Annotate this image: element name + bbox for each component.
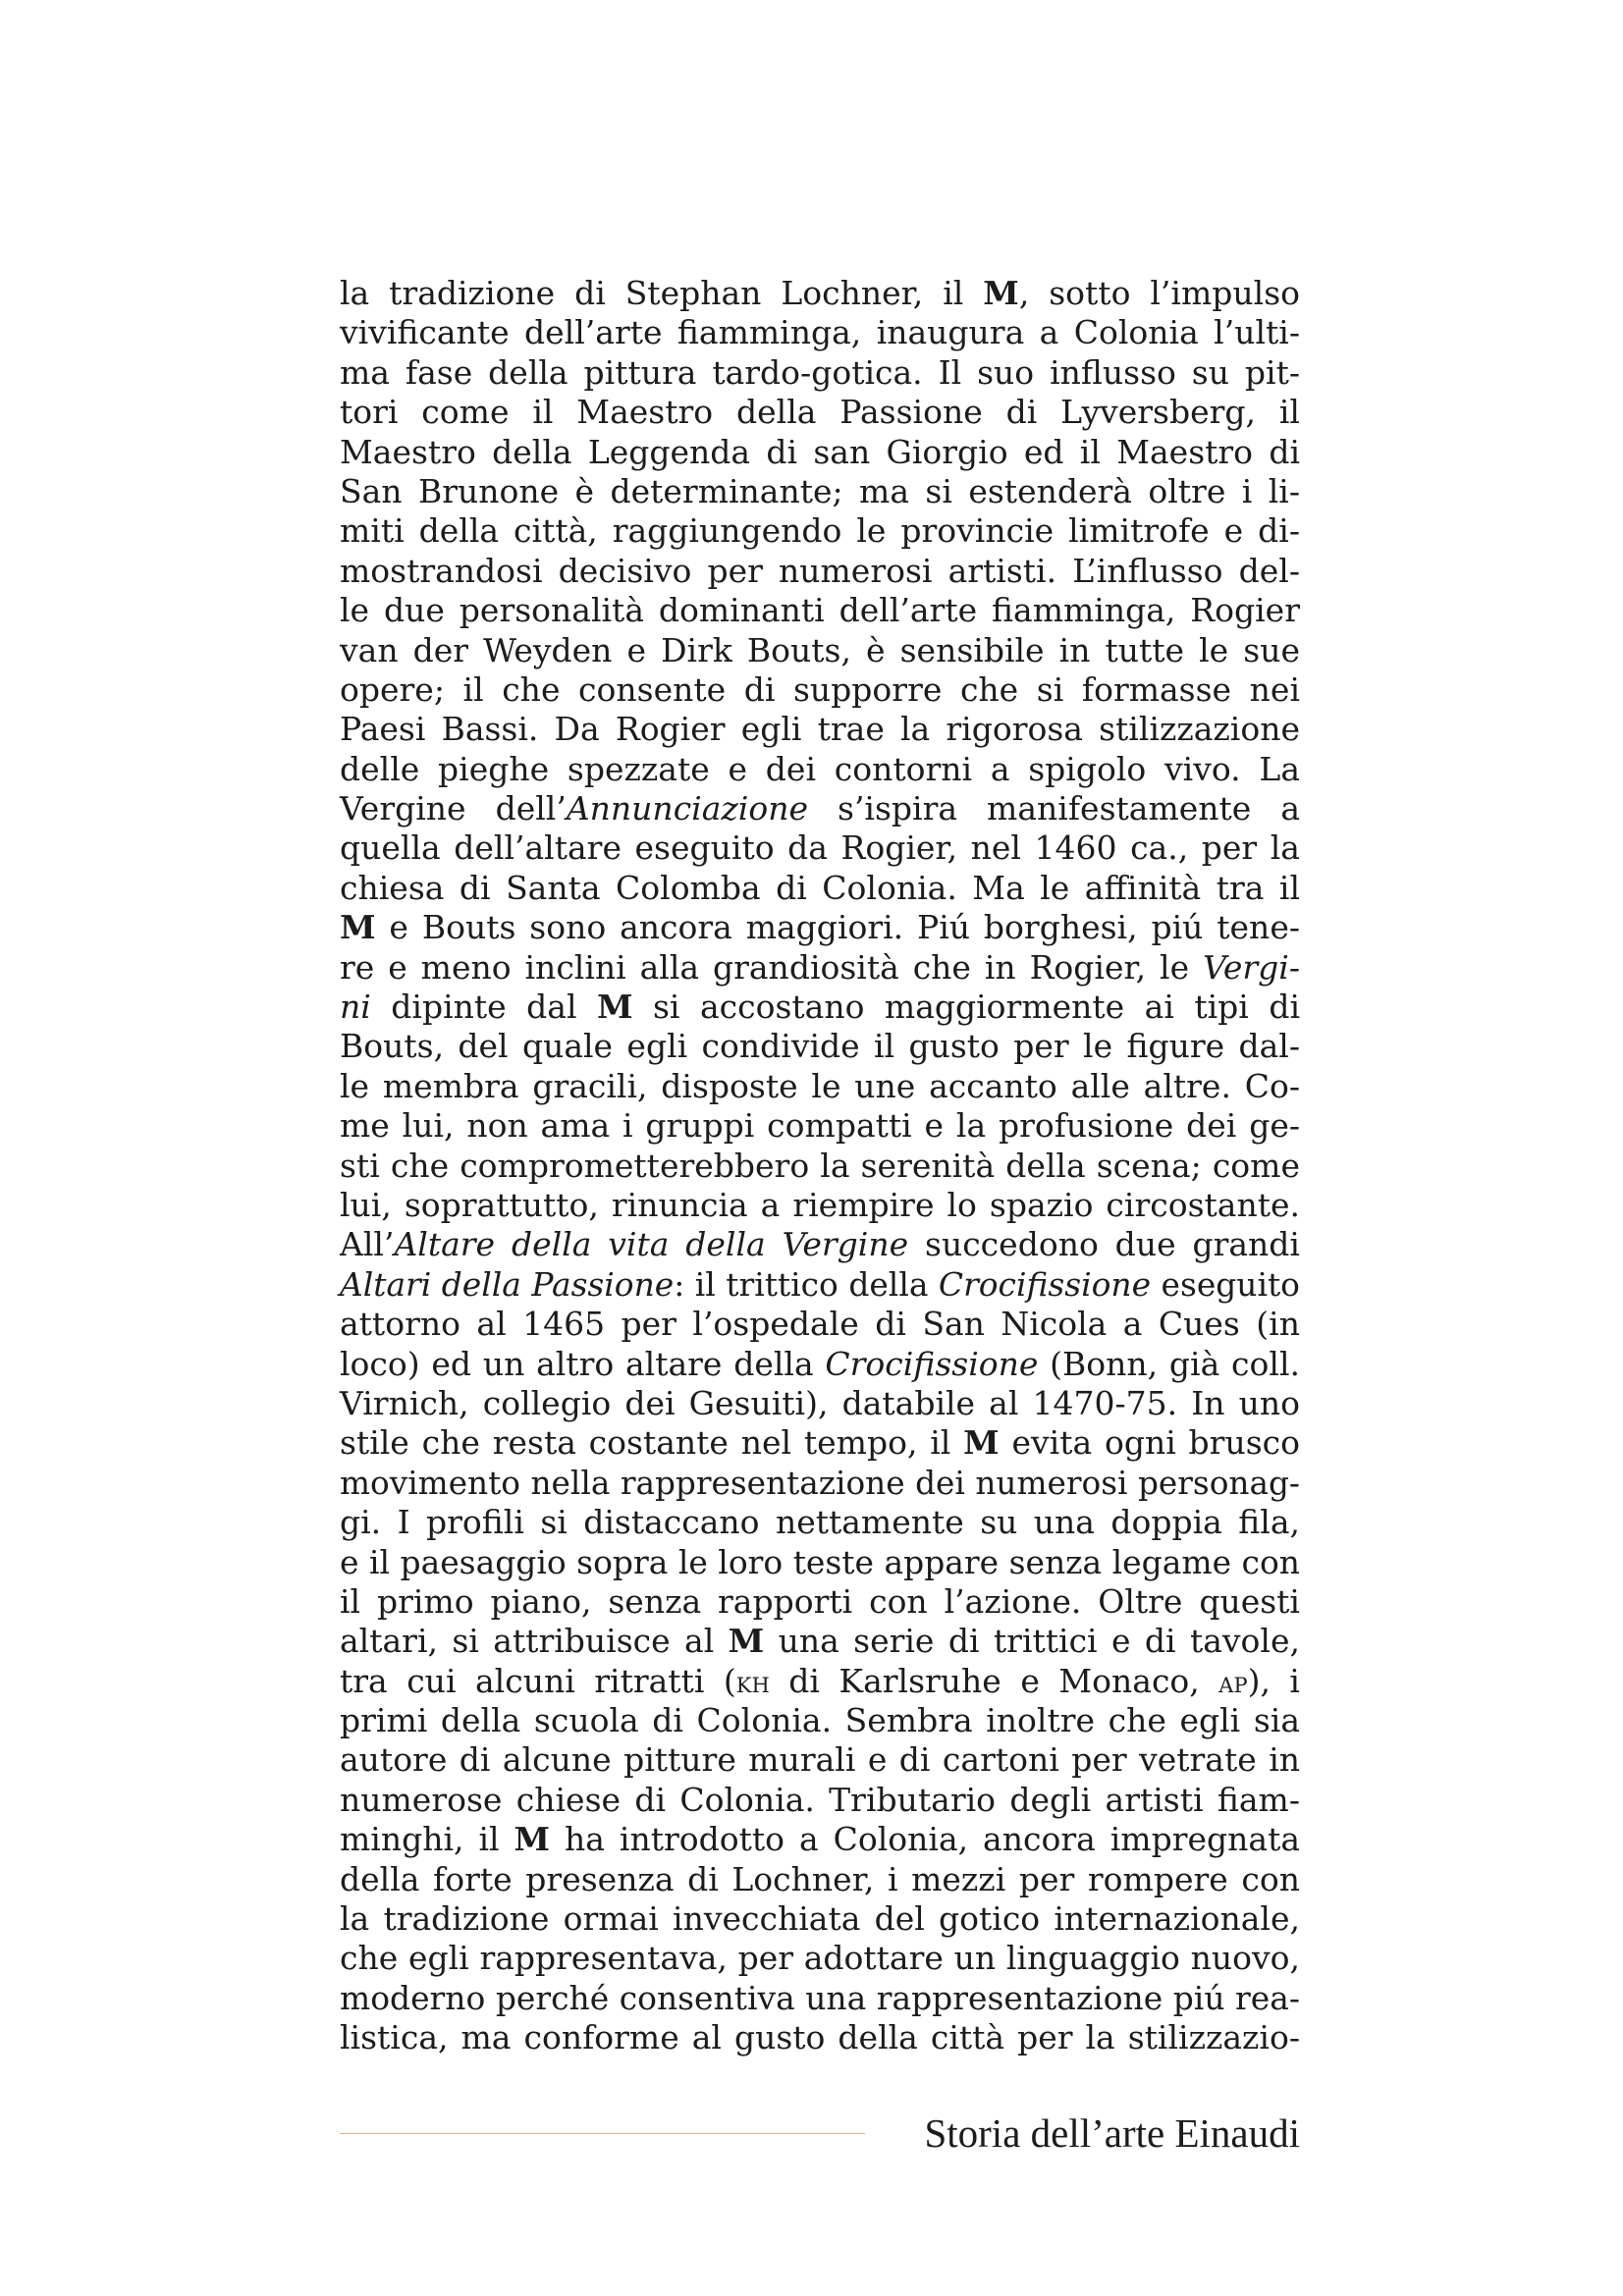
text-line <box>340 908 1300 947</box>
text-line <box>340 710 1300 749</box>
text-run: ), i <box>1247 1661 1300 1700</box>
text-run: vivificante dell’arte fiamminga, inaugura a Colonia l’ulti- <box>340 313 1300 352</box>
text-run: succedono due grandi <box>908 1225 1300 1264</box>
text-run: loco) ed un altro altare della <box>340 1344 826 1383</box>
text-line <box>340 591 1300 630</box>
text-run: van der Weyden e Dirk Bouts, è sensibile in tutte le sue <box>340 630 1300 669</box>
italic-text: Crocifissione <box>938 1264 1152 1304</box>
text-run: chiesa di Santa Colomba di Colonia. Ma le affinità tra il <box>340 868 1300 907</box>
text-line <box>340 1186 1300 1225</box>
bold-text: M <box>514 1820 551 1859</box>
text-run: ha introdotto a Colonia, ancora impregnata <box>550 1820 1301 1859</box>
text-run: evita ogni brusco <box>999 1423 1300 1463</box>
text-line <box>340 1662 1300 1701</box>
text-run: Virnich, collegio dei Gesuiti), databile al 1470-75. In uno <box>340 1383 1300 1422</box>
text-line <box>340 353 1300 393</box>
text-line <box>340 789 1300 828</box>
text-run: dipinte dal <box>370 988 597 1027</box>
text-line <box>340 988 1300 1027</box>
italic-text: Crocifissione <box>825 1344 1039 1383</box>
text-run: una serie di trittici e di tavole, <box>764 1622 1300 1661</box>
text-run: primi della scuola di Colonia. Sembra inoltre che egli sia <box>340 1701 1300 1740</box>
text-run: mostrandosi decisivo per numerosi artisti. L’influsso del- <box>340 551 1300 590</box>
text-line <box>340 472 1300 511</box>
text-line <box>340 1464 1300 1503</box>
text-run: miti della città, raggiungendo le provincie limitrofe e di- <box>340 511 1300 551</box>
footer-title: Storia dell’arte Einaudi <box>924 2110 1300 2156</box>
bold-text: M <box>340 908 376 947</box>
text-run: San Brunone è determinante; ma si estenderà oltre i li- <box>340 471 1300 510</box>
text-line <box>340 393 1300 432</box>
text-run: altari, si attribuisce al <box>340 1622 729 1661</box>
text-line <box>340 1147 1300 1186</box>
text-run: re e meno inclini alla grandiosità che in Rogier, le <box>340 947 1204 987</box>
text-run: (Bonn, già coll. <box>1038 1344 1300 1383</box>
text-line <box>340 1423 1300 1463</box>
text-line <box>340 1503 1300 1542</box>
text-run: si accostano maggiormente ai tipi di <box>632 988 1300 1027</box>
text-line <box>340 1027 1300 1066</box>
text-run: e il paesaggio sopra le loro teste appare senza legame con <box>340 1542 1300 1581</box>
text-run: il primo piano, senza rapporti con l’azione. Oltre questi <box>340 1581 1300 1621</box>
text-run: lui, soprattutto, rinuncia a riempire lo spazio circostante. <box>340 1185 1300 1224</box>
text-line <box>340 1582 1300 1622</box>
text-line <box>340 948 1300 988</box>
text-run: tori come il Maestro della Passione di Lyversberg, il <box>340 393 1300 432</box>
text-run: autore di alcune pitture murali e di cartoni per vetrate in <box>340 1740 1300 1780</box>
text-line <box>340 1265 1300 1305</box>
text-line <box>340 1939 1300 1978</box>
text-line <box>340 670 1300 710</box>
text-run: attorno al 1465 per l’ospedale di San Nicola a Cues (in <box>340 1305 1300 1344</box>
text-line <box>340 1701 1300 1740</box>
text-run: eseguito <box>1151 1264 1300 1304</box>
text-line <box>340 1225 1300 1264</box>
text-line <box>340 274 1300 313</box>
text-line <box>340 1345 1300 1384</box>
page-footer <box>340 2109 1300 2158</box>
text-line <box>340 631 1300 670</box>
text-line <box>340 869 1300 908</box>
text-line <box>340 1979 1300 2018</box>
bold-text: M <box>728 1622 765 1661</box>
text-run: gi. I profili si distaccano nettamente su una doppia fila, <box>340 1503 1300 1542</box>
italic-text: ni <box>340 988 371 1027</box>
text-line <box>340 1384 1300 1423</box>
text-run: Bouts, del quale egli condivide il gusto per le figure dal- <box>340 1027 1300 1066</box>
text-run: Paesi Bassi. Da Rogier egli trae la rigorosa stilizzazione <box>340 710 1300 749</box>
text-line <box>340 511 1300 551</box>
text-run: ma fase della pittura tardo-gotica. Il suo influsso su pit- <box>340 352 1300 392</box>
small-caps-text: ap <box>1218 1665 1248 1700</box>
text-run: listica, ma conforme al gusto della città per la stilizzazio- <box>340 2018 1300 2057</box>
footer-rule <box>340 2133 865 2134</box>
italic-text: Altari della Passione <box>340 1264 675 1304</box>
text-run: movimento nella rappresentazione dei numerosi personag- <box>340 1464 1300 1502</box>
text-run: opere; il che consente di supporre che si formasse nei <box>340 669 1300 709</box>
text-run: di Karlsruhe e Monaco, <box>769 1661 1219 1700</box>
text-run: la tradizione di Stephan Lochner, il <box>340 274 984 312</box>
text-run: le membra gracili, disposte le une accanto alle altre. Co- <box>340 1066 1300 1105</box>
text-run: che egli rappresentava, per adottare un linguaggio nuovo, <box>340 1939 1300 1978</box>
text-run: All’ <box>340 1225 395 1264</box>
text-run: tra cui alcuni ritratti ( <box>340 1661 736 1700</box>
text-run: della forte presenza di Lochner, i mezzi per rompere con <box>340 1859 1300 1898</box>
text-line <box>340 1543 1300 1582</box>
text-run: delle pieghe spezzate e dei contorni a spigolo vivo. La <box>340 749 1300 788</box>
text-line <box>340 433 1300 472</box>
text-line <box>340 750 1300 789</box>
small-caps-text: kh <box>735 1665 770 1700</box>
text-line <box>340 1860 1300 1899</box>
text-run: , sotto l’impulso <box>1018 274 1300 312</box>
body-text <box>340 274 1300 2058</box>
text-line <box>340 1820 1300 1859</box>
text-run: stile che resta costante nel tempo, il <box>340 1423 964 1463</box>
text-run: sti che comprometterebbero la serenità della scena; come <box>340 1146 1300 1185</box>
text-line <box>340 1106 1300 1146</box>
text-line <box>340 1899 1300 1939</box>
text-run: me lui, non ama i gruppi compatti e la profusione dei ge- <box>340 1106 1300 1146</box>
text-run: la tradizione ormai invecchiata del gotico internazionale, <box>340 1899 1300 1939</box>
text-run: : il trittico della <box>674 1264 939 1304</box>
text-run: Vergine dell’ <box>340 789 567 828</box>
text-line <box>340 828 1300 868</box>
text-run: quella dell’altare eseguito da Rogier, nel 1460 ca., per la <box>340 828 1300 868</box>
bold-text: M <box>983 274 1019 312</box>
text-run: moderno perché consentiva una rappresentazione piú rea- <box>340 1978 1300 2017</box>
text-run: le due personalità dominanti dell’arte fiamminga, Rogier <box>340 591 1300 630</box>
text-line <box>340 1622 1300 1661</box>
text-run: minghi, il <box>340 1820 514 1859</box>
bold-text: M <box>596 988 633 1027</box>
text-line <box>340 1305 1300 1344</box>
text-line <box>340 2018 1300 2057</box>
text-line <box>340 1740 1300 1780</box>
text-run: e Bouts sono ancora maggiori. Piú borghesi, piú tene- <box>375 908 1300 947</box>
text-line <box>340 1781 1300 1820</box>
text-line <box>340 552 1300 591</box>
italic-text: Altare della vita della Vergine <box>394 1225 909 1264</box>
italic-text: Vergi- <box>1203 947 1300 987</box>
text-line <box>340 1067 1300 1106</box>
bold-text: M <box>963 1423 1000 1463</box>
text-run: s’ispira manifestamente a <box>808 789 1300 828</box>
text-run: Maestro della Leggenda di san Giorgio ed il Maestro di <box>340 432 1300 471</box>
italic-text: Annunciazione <box>566 789 808 828</box>
text-run: numerose chiese di Colonia. Tributario degli artisti fiam- <box>340 1780 1300 1819</box>
text-line <box>340 313 1300 352</box>
